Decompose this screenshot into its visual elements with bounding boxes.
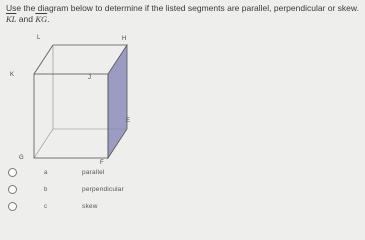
top-edge-left xyxy=(34,45,53,74)
right-face xyxy=(108,45,127,158)
front-face xyxy=(34,74,108,158)
option-text: parallel xyxy=(82,169,105,176)
vertex-label-e: E xyxy=(126,118,131,124)
option-text: perpendicular xyxy=(82,186,124,193)
vertex-label-h: H xyxy=(122,36,127,42)
option-skew[interactable] xyxy=(8,198,208,215)
segment-1: $\overline{KL}$ xyxy=(6,14,17,24)
vertex-label-l: L xyxy=(37,35,41,41)
question-instruction: Use the diagram below to determine if the listed segments are parallel, perpendicular or skew. xyxy=(6,3,359,13)
answer-options xyxy=(8,164,208,215)
vertex-label-g: G xyxy=(19,155,24,161)
vertex-label-f: F xyxy=(100,160,104,166)
option-parallel[interactable] xyxy=(8,164,208,181)
radio-button-c[interactable] xyxy=(8,202,17,211)
segment-2: $\overline{KG}$ xyxy=(35,14,48,24)
vertex-label-k: K xyxy=(10,72,15,78)
radio-button-a[interactable] xyxy=(8,168,17,177)
option-perpendicular[interactable] xyxy=(8,181,208,198)
option-letter: b xyxy=(44,186,48,193)
option-text: skew xyxy=(82,203,98,210)
vertex-label-j: J xyxy=(88,75,91,81)
conjunction: and xyxy=(18,14,33,24)
radio-button-b[interactable] xyxy=(8,185,17,194)
option-letter: a xyxy=(44,169,48,176)
question-end: . xyxy=(47,14,50,24)
hidden-edge-depth xyxy=(34,129,53,158)
option-letter: c xyxy=(44,203,47,210)
